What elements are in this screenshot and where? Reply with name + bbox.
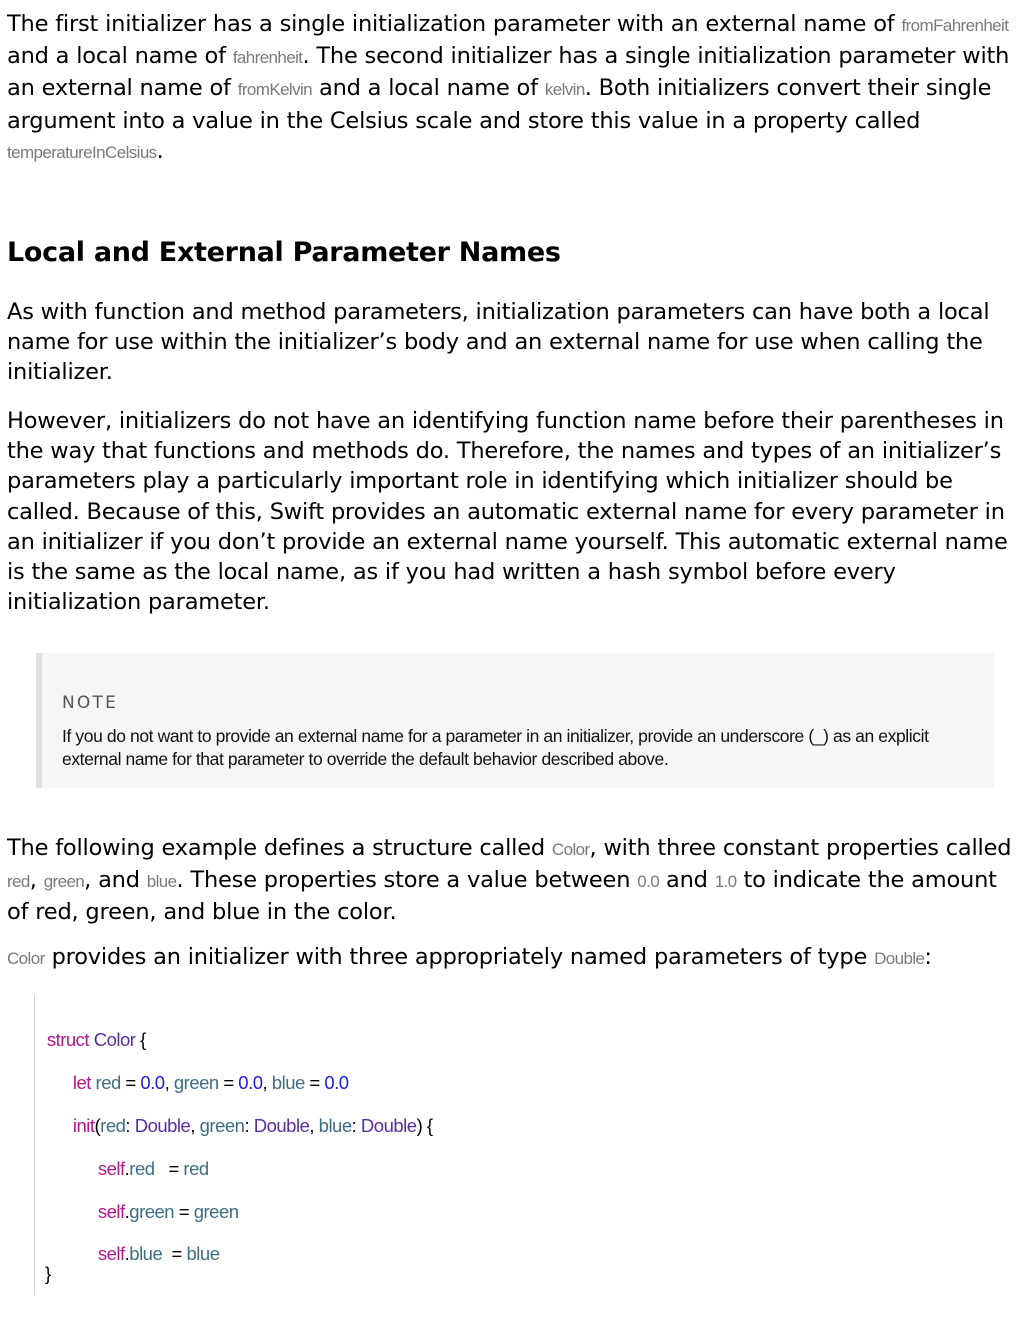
text: , and: [84, 867, 147, 894]
text: The first initializer has a single initialization parameter with an external name of: [7, 11, 902, 37]
keyword: let: [72, 1072, 91, 1093]
punctuation: ,: [309, 1115, 319, 1136]
identifier: green: [173, 1072, 219, 1093]
paragraph-local-external: As with function and method parameters, initialization parameters can have both a local name for use within the initializer’s body and an external name for use when calling the initializer.: [7, 299, 990, 386]
punctuation: ) {: [416, 1115, 433, 1136]
punctuation: .: [124, 1158, 130, 1179]
identifier: green: [199, 1115, 245, 1136]
text: to indicate the amount of red, green, and blue in the color.: [7, 867, 997, 926]
text: .: [156, 137, 164, 164]
type-name: Color: [93, 1029, 136, 1050]
text: provides an initializer with three appropriately named parameters of type: [44, 944, 875, 970]
number: 0.0: [324, 1072, 349, 1093]
punctuation: :: [351, 1115, 361, 1136]
punctuation: ,: [164, 1072, 174, 1093]
paragraph-color-structure: [7, 833, 1019, 928]
identifier: red: [95, 1072, 121, 1093]
paragraph-initializers: [7, 9, 1017, 168]
punctuation: =: [218, 1072, 239, 1093]
code-zero: 0.0: [637, 872, 660, 892]
text: , with three constant properties called: [589, 835, 1012, 861]
text: . Both initializers convert their single argument into a value in the Celsius scale and store this value in a property called: [7, 75, 992, 134]
punctuation: =: [304, 1072, 325, 1093]
code-double: Double: [874, 949, 925, 968]
identifier: green: [129, 1201, 175, 1222]
punctuation: (: [94, 1115, 101, 1136]
text: :: [924, 944, 932, 970]
code-red: red: [7, 872, 30, 892]
text: ,: [29, 867, 44, 894]
code-fahrenheit: fahrenheit: [232, 48, 303, 68]
code-color: Color: [7, 949, 45, 968]
code-one: 1.0: [714, 872, 737, 892]
keyword: self: [97, 1243, 125, 1264]
punctuation: .: [124, 1243, 130, 1264]
text: and a local name of: [312, 75, 545, 102]
note-text: If you do not want to provide an external name for a parameter in an initializer, provide an underscore (_) as an explicit external name for that parameter to override the default behavior described above.: [62, 726, 929, 769]
identifier: green: [193, 1201, 239, 1222]
paragraph-color-initializer: [7, 942, 1019, 974]
punctuation: =: [162, 1243, 187, 1264]
code-color: Color: [551, 840, 590, 859]
keyword: self: [97, 1158, 125, 1179]
punctuation: ,: [262, 1072, 272, 1093]
identifier: blue: [186, 1243, 220, 1264]
code-blue: blue: [146, 872, 177, 892]
text: . The second initializer has a single initialization parameter with an external name of: [7, 43, 1010, 102]
punctuation: :: [244, 1115, 254, 1136]
identifier: blue: [318, 1115, 352, 1136]
punctuation: :: [125, 1115, 135, 1136]
number: 0.0: [238, 1072, 263, 1093]
identifier: red: [183, 1158, 209, 1179]
code-kelvin: kelvin: [544, 80, 585, 100]
text: The following example defines a structure called: [7, 835, 552, 861]
code-fromfahrenheit: fromFahrenheit: [901, 16, 1009, 35]
note-title: NOTE: [62, 693, 119, 713]
punctuation: ,: [190, 1115, 200, 1136]
text: . These properties store a value between: [176, 867, 638, 894]
identifier: blue: [271, 1072, 305, 1093]
punctuation: {: [135, 1029, 146, 1050]
identifier: red: [100, 1115, 126, 1136]
code-listing: [34, 995, 735, 1295]
keyword: self: [97, 1201, 125, 1222]
identifier: blue: [129, 1243, 163, 1264]
punctuation: .: [124, 1201, 130, 1222]
section-heading: Local and External Parameter Names: [7, 237, 561, 268]
text: and: [659, 867, 715, 894]
identifier: red: [129, 1158, 155, 1179]
note-box: [36, 653, 994, 788]
type-name: Double: [360, 1115, 417, 1136]
type-name: Double: [134, 1115, 191, 1136]
code-fromkelvin: fromKelvin: [237, 80, 313, 100]
text: and a local name of: [7, 43, 233, 70]
type-name: Double: [253, 1115, 310, 1136]
code-temperatureincelsius: temperatureInCelsius: [7, 142, 157, 162]
code-line-7: }: [45, 1263, 51, 1284]
keyword: struct: [46, 1029, 90, 1050]
punctuation: =: [174, 1201, 194, 1222]
code-green: green: [43, 872, 85, 892]
number: 0.0: [140, 1072, 165, 1093]
punctuation: =: [120, 1072, 141, 1093]
punctuation: =: [154, 1158, 184, 1179]
keyword: init: [72, 1115, 95, 1136]
code-line-6: [70, 1221, 219, 1287]
paragraph-automatic-names: However, initializers do not have an identifying function name before their parentheses in the way that functions and methods do. Therefore, the names and types of an initializer’s parameters play a particularly important role in identifying which initializer should be called. Because of this, Swift provides an automatic external name for every parameter in an initializer if you don’t provide an external name yourself. This automatic external name is the same as the local name, as if you had written a hash symbol before every initialization parameter.: [7, 408, 1008, 616]
